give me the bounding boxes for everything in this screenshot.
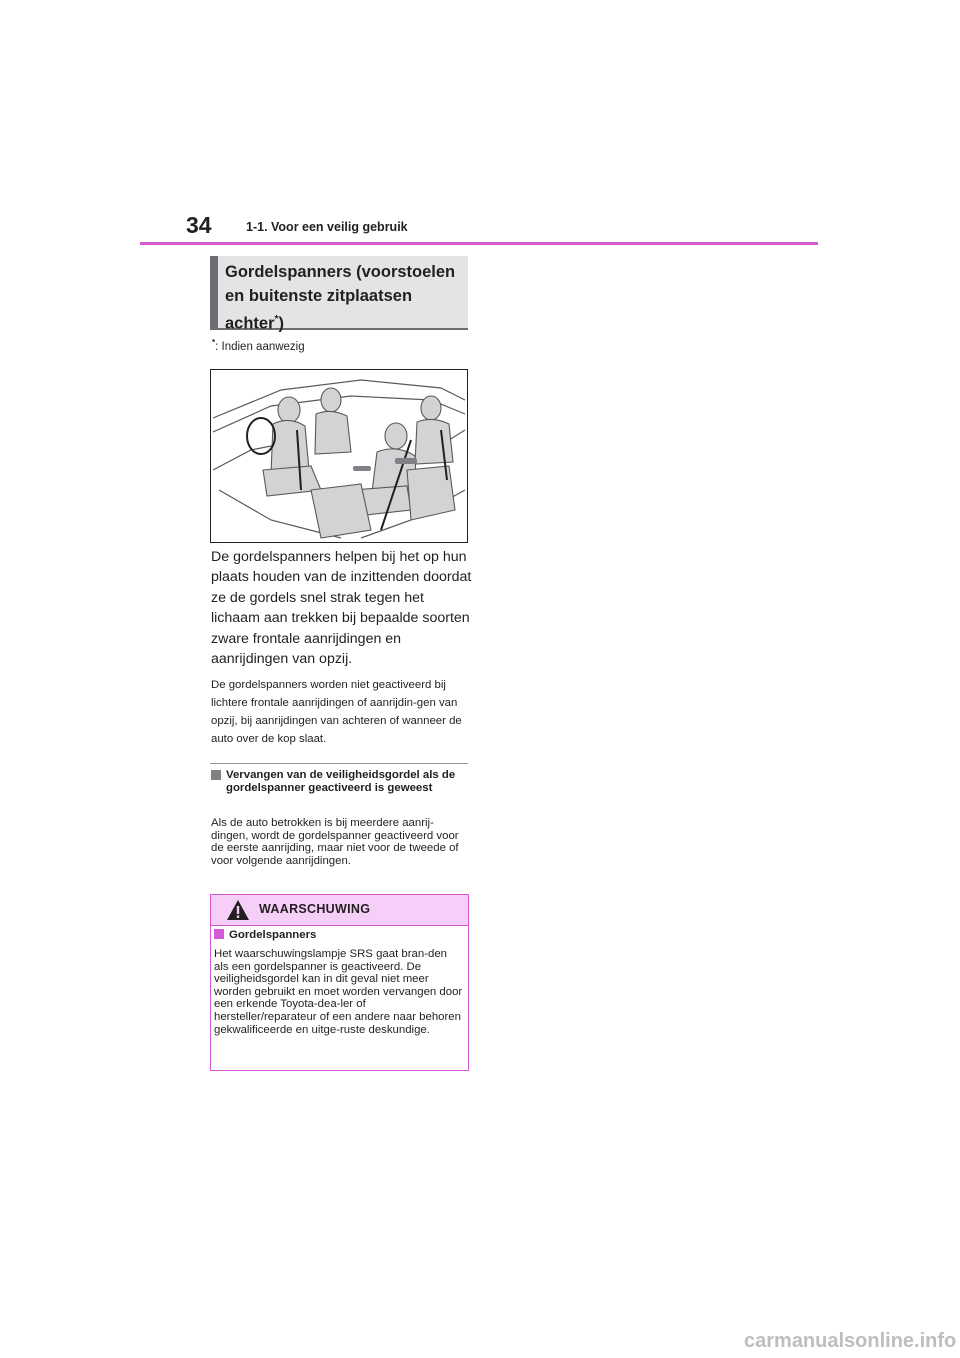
watermark-text: carmanualsonline.info (744, 1330, 956, 1352)
heading-line-1: Gordelspanners (voorstoelen (225, 263, 456, 281)
footnote-text: : Indien aanwezig (215, 340, 305, 353)
watermark-logo (744, 1327, 956, 1353)
footnote (212, 338, 305, 353)
warning-header (211, 895, 468, 926)
square-bullet-icon (214, 929, 224, 939)
heading-line-3: achter (225, 314, 275, 333)
warning-box (210, 894, 469, 1071)
warning-text: Het waarschuwingslampje SRS gaat bran-den als een gordelspanner is geactiveerd. De veiligheidsgordel kan in dit geval niet meer worden gebruikt en moet worden vervangen door een erkende Toyota-dea-ler of hersteller/reparateur of een andere naar behoren gekwalificeerde en uitge-ruste deskundige. (214, 948, 463, 1036)
subsection-heading (211, 769, 469, 794)
body-text-large: De gordelspanners helpen bij het op hun plaats houden van de inzittenden doordat ze de gordels snel strak tegen het lichaam aan trekken bij bepaalde soorten zware frontale aanrijdingen en aanrijdingen van opzij. (211, 549, 472, 668)
illustration-drawing (211, 370, 467, 542)
warning-subtitle-text: Gordelspanners (229, 929, 317, 941)
section-divider (210, 763, 468, 764)
heading-footnote-marker: * (274, 314, 279, 325)
warning-triangle-icon (226, 899, 250, 921)
warning-subtitle (214, 928, 316, 942)
heading-close-paren: ) (278, 314, 284, 333)
heading-line-2: en buitenste zitplaatsen (225, 287, 413, 305)
subsection-text: Als de auto betrokken is bij meerdere aanrij-dingen, wordt de gordelspanner geactiveerd voor de eerste aanrijding, maar niet voor de tweede of voor volgende aanrijdingen. (211, 817, 459, 867)
section-heading (210, 256, 468, 333)
car-interior-seatbelt-illustration (210, 369, 468, 543)
square-bullet-icon (211, 770, 221, 780)
section-title: 1-1. Voor een veilig gebruik (246, 220, 408, 234)
warning-title: WAARSCHUWING (259, 902, 371, 916)
footnote-marker: * (212, 338, 216, 347)
body-text-small: De gordelspanners worden niet geactiveerd bij lichtere frontale aanrijdingen of aanrijdin-gen van opzij, bij aanrijdingen van achteren of wanneer de auto over de kop slaat. (211, 679, 462, 745)
subsection-title: Vervangen van de veiligheidsgordel als de gordelspanner geactiveerd is geweest (226, 769, 456, 794)
header-rule (140, 242, 818, 245)
page-number: 34 (186, 212, 212, 238)
